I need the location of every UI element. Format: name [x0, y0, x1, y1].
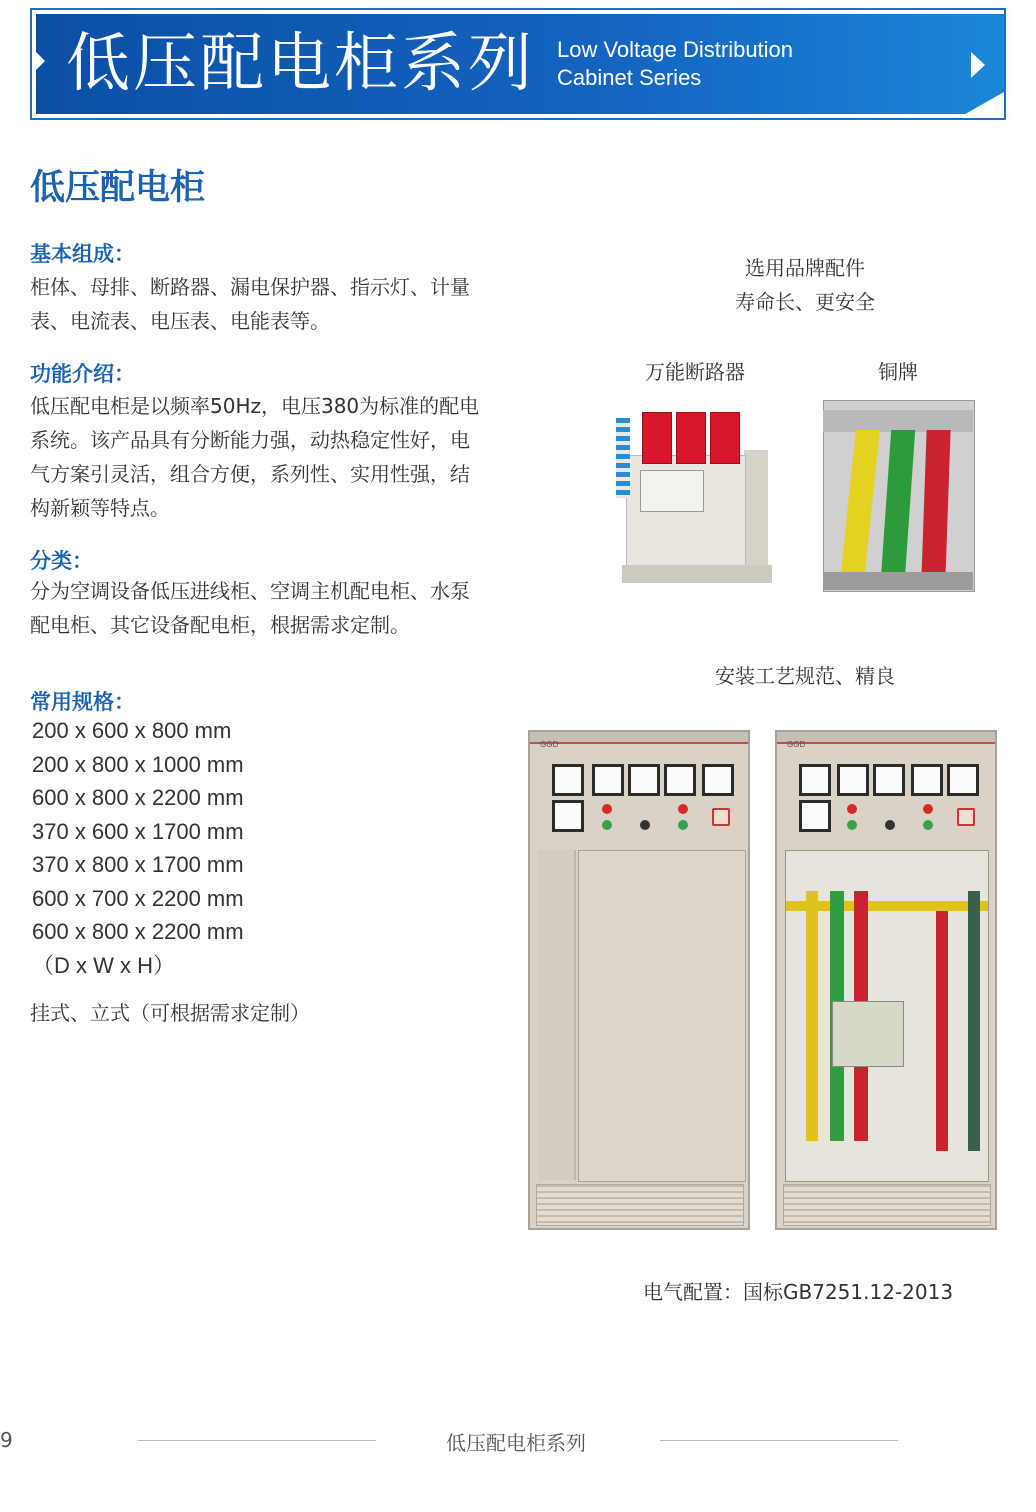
cabinet-open-photo	[775, 730, 997, 1230]
meter-icon	[664, 764, 696, 796]
breaker-side-plate	[744, 450, 768, 570]
installed-breaker	[832, 1001, 904, 1067]
indicator-lamp-icon	[602, 820, 612, 830]
category-heading: 分类：	[30, 549, 93, 573]
function-line: 系统。该产品具有分断能力强，动热稳定性好，电	[30, 428, 470, 452]
function-line: 气方案引灵活，组合方便，系列性、实用性强，结	[30, 462, 470, 486]
wiring-rail	[968, 891, 980, 1151]
breaker-base	[622, 565, 772, 583]
meter-icon	[873, 764, 905, 796]
spec-dimension-note: （D x W x H）	[32, 952, 175, 978]
meter-icon	[552, 800, 584, 832]
banner-left-marker-icon	[36, 52, 45, 70]
indicator-lamp-icon	[847, 820, 857, 830]
function-heading: 功能介绍：	[30, 362, 135, 386]
cabinet-side-panel	[538, 850, 576, 1180]
cabinet-interior	[785, 850, 989, 1182]
banner-title-cn: 低压配电柜系列	[66, 27, 535, 101]
indicator-lamp-icon	[678, 804, 688, 814]
function-text	[30, 389, 479, 525]
spec-item: 370 x 600 x 1700 mm	[32, 818, 244, 844]
rotary-switch-icon	[957, 808, 975, 826]
spec-item: 200 x 800 x 1000 mm	[32, 751, 244, 777]
function-line: 低压配电柜是以频率50Hz，电压380为标准的配电	[30, 394, 480, 418]
category-text	[30, 574, 470, 642]
meter-icon	[837, 764, 869, 796]
meter-icon	[799, 800, 831, 832]
cabinet-door	[578, 850, 746, 1182]
brand-caption-line2: 寿命长、更安全	[735, 290, 875, 314]
spec-item: 600 x 700 x 2200 mm	[32, 885, 244, 911]
copper-base-rail	[823, 572, 973, 590]
rotary-switch-icon	[712, 808, 730, 826]
meter-icon	[628, 764, 660, 796]
composition-heading: 基本组成：	[30, 242, 135, 266]
cabinet-model-label: GGD	[787, 740, 806, 749]
install-caption: 安装工艺规范、精良	[715, 664, 895, 688]
banner-title-en-line1: Low Voltage Distribution	[557, 37, 794, 62]
spec-item: 600 x 800 x 2200 mm	[32, 785, 244, 810]
banner-title-en	[557, 36, 793, 92]
breaker-terminals	[616, 418, 630, 498]
footer-divider-right	[660, 1440, 898, 1441]
breaker-pole	[676, 412, 706, 464]
cabinet-top-trim	[777, 732, 995, 744]
breaker-pole	[642, 412, 672, 464]
indicator-lamp-icon	[640, 820, 650, 830]
cabinet-top-trim	[530, 732, 748, 744]
meter-icon	[947, 764, 979, 796]
cabinet-vent	[783, 1184, 991, 1226]
function-line: 构新颖等特点。	[30, 496, 170, 520]
indicator-lamp-icon	[923, 820, 933, 830]
spec-item: 600 x 800 x 2200 mm	[32, 919, 244, 944]
meter-icon	[702, 764, 734, 796]
meter-icon	[592, 764, 624, 796]
play-arrow-icon	[971, 52, 985, 78]
indicator-lamp-icon	[678, 820, 688, 830]
specs-list	[32, 714, 244, 982]
footer-divider-left	[138, 1440, 376, 1441]
copper-mount-rail	[823, 410, 973, 432]
composition-text	[30, 270, 470, 338]
spec-item: 200 x 600 x 800 mm	[32, 718, 232, 743]
cabinet-model-label: GGD	[540, 740, 559, 749]
composition-line: 表、电流表、电压表、电能表等。	[30, 309, 330, 333]
cabinet-closed-photo	[528, 730, 750, 1230]
brand-caption-line1: 选用品牌配件	[745, 256, 865, 280]
busbar-red-right	[936, 911, 948, 1151]
mount-note: 挂式、立式（可根据需求定制）	[30, 1001, 310, 1025]
footer-title: 低压配电柜系列	[446, 1431, 586, 1455]
banner-title-en-line2: Cabinet Series	[557, 65, 702, 90]
breaker-label: 万能断路器	[645, 360, 745, 384]
composition-line: 柜体、母排、断路器、漏电保护器、指示灯、计量	[30, 275, 470, 299]
indicator-lamp-icon	[923, 804, 933, 814]
busbar-yellow	[806, 891, 818, 1141]
breaker-pole	[710, 412, 740, 464]
indicator-lamp-icon	[885, 820, 895, 830]
meter-icon	[911, 764, 943, 796]
indicator-lamp-icon	[847, 804, 857, 814]
breaker-control-panel	[640, 470, 704, 512]
meter-icon	[552, 764, 584, 796]
category-line: 配电柜、其它设备配电柜，根据需求定制。	[30, 613, 410, 637]
copper-label: 铜牌	[878, 360, 918, 384]
cabinet-vent	[536, 1184, 744, 1226]
standard-note: 电气配置：国标GB7251.12-2013	[643, 1280, 954, 1304]
indicator-lamp-icon	[602, 804, 612, 814]
meter-icon	[799, 764, 831, 796]
spec-item: 370 x 800 x 1700 mm	[32, 852, 244, 877]
page-title: 低压配电柜	[30, 168, 206, 208]
specs-heading: 常用规格：	[30, 690, 135, 714]
category-line: 分为空调设备低压进线柜、空调主机配电柜、水泵	[30, 579, 470, 603]
page-number: 9	[0, 1428, 13, 1452]
